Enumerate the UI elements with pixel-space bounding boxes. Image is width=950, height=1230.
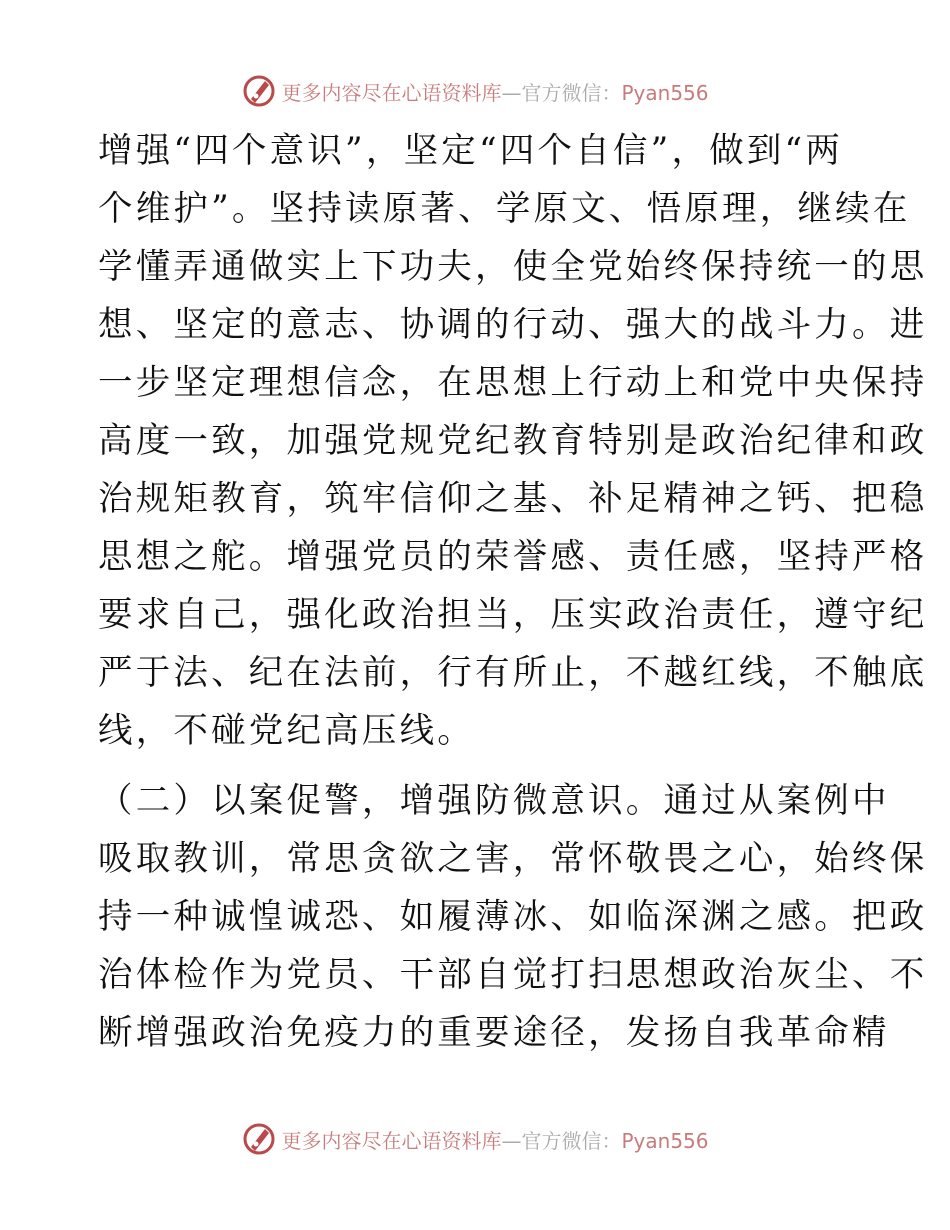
- header-watermark-wechat-label: 官方微信：: [521, 80, 622, 105]
- text-line: 学懂弄通做实上下功夫，使全党始终保持统一的思: [98, 247, 928, 287]
- footer-watermark-banner: [0, 1119, 950, 1159]
- footer-watermark-text: [281, 1125, 708, 1154]
- text-line: （二）以案促警，增强防微意识。通过从案例中: [98, 781, 890, 821]
- header-watermark-banner: [0, 71, 950, 111]
- footer-watermark-dash: —: [501, 1128, 522, 1153]
- text-line: 严于法、纪在法前，行有所止，不越红线，不触底: [98, 653, 928, 693]
- paragraph-1: [98, 122, 928, 760]
- text-line: 思想之舵。增强党员的荣誉感、责任感，坚持严格: [98, 537, 928, 577]
- header-watermark-inner: [241, 73, 708, 109]
- pen-circle-logo-icon: [241, 1121, 277, 1157]
- text-line: 断增强政治免疫力的重要途径，发扬自我革命精: [98, 1013, 890, 1053]
- text-line: 治体检作为党员、干部自觉打扫思想政治灰尘、不: [98, 955, 928, 995]
- text-line: 想、坚定的意志、协调的行动、强大的战斗力。进: [98, 305, 928, 345]
- text-line: 线，不碰党纪高压线。: [98, 711, 475, 751]
- text-line: 增强“四个意识”，坚定“四个自信”，做到“两: [98, 131, 844, 171]
- text-line: 个维护”。坚持读原著、学原文、悟原理，继续在: [98, 189, 911, 229]
- text-line: 治规矩教育，筑牢信仰之基、补足精神之钙、把稳: [98, 479, 928, 519]
- text-line: 要求自己，强化政治担当，压实政治责任，遵守纪: [98, 595, 928, 635]
- pen-circle-logo-icon: [241, 73, 277, 109]
- footer-watermark-wechat-label: 官方微信：: [521, 1128, 622, 1153]
- header-watermark-text: [281, 77, 708, 106]
- footer-watermark-inner: [241, 1121, 708, 1157]
- footer-watermark-main: 更多内容尽在心语资料库: [281, 1128, 502, 1153]
- header-watermark-dash: —: [501, 80, 522, 105]
- text-line: 吸取教训，常思贪欲之害，常怀敬畏之心，始终保: [98, 839, 928, 879]
- text-line: 高度一致，加强党规党纪教育特别是政治纪律和政: [98, 421, 928, 461]
- paragraph-2: [98, 772, 928, 1062]
- footer-watermark-wechat-id: Pyan556: [621, 1128, 709, 1153]
- text-line: 一步坚定理想信念，在思想上行动上和党中央保持: [98, 363, 928, 403]
- text-line: 持一种诚惶诚恐、如履薄冰、如临深渊之感。把政: [98, 897, 928, 937]
- document-body: [98, 122, 928, 1062]
- header-watermark-wechat-id: Pyan556: [621, 80, 709, 105]
- header-watermark-main: 更多内容尽在心语资料库: [281, 80, 502, 105]
